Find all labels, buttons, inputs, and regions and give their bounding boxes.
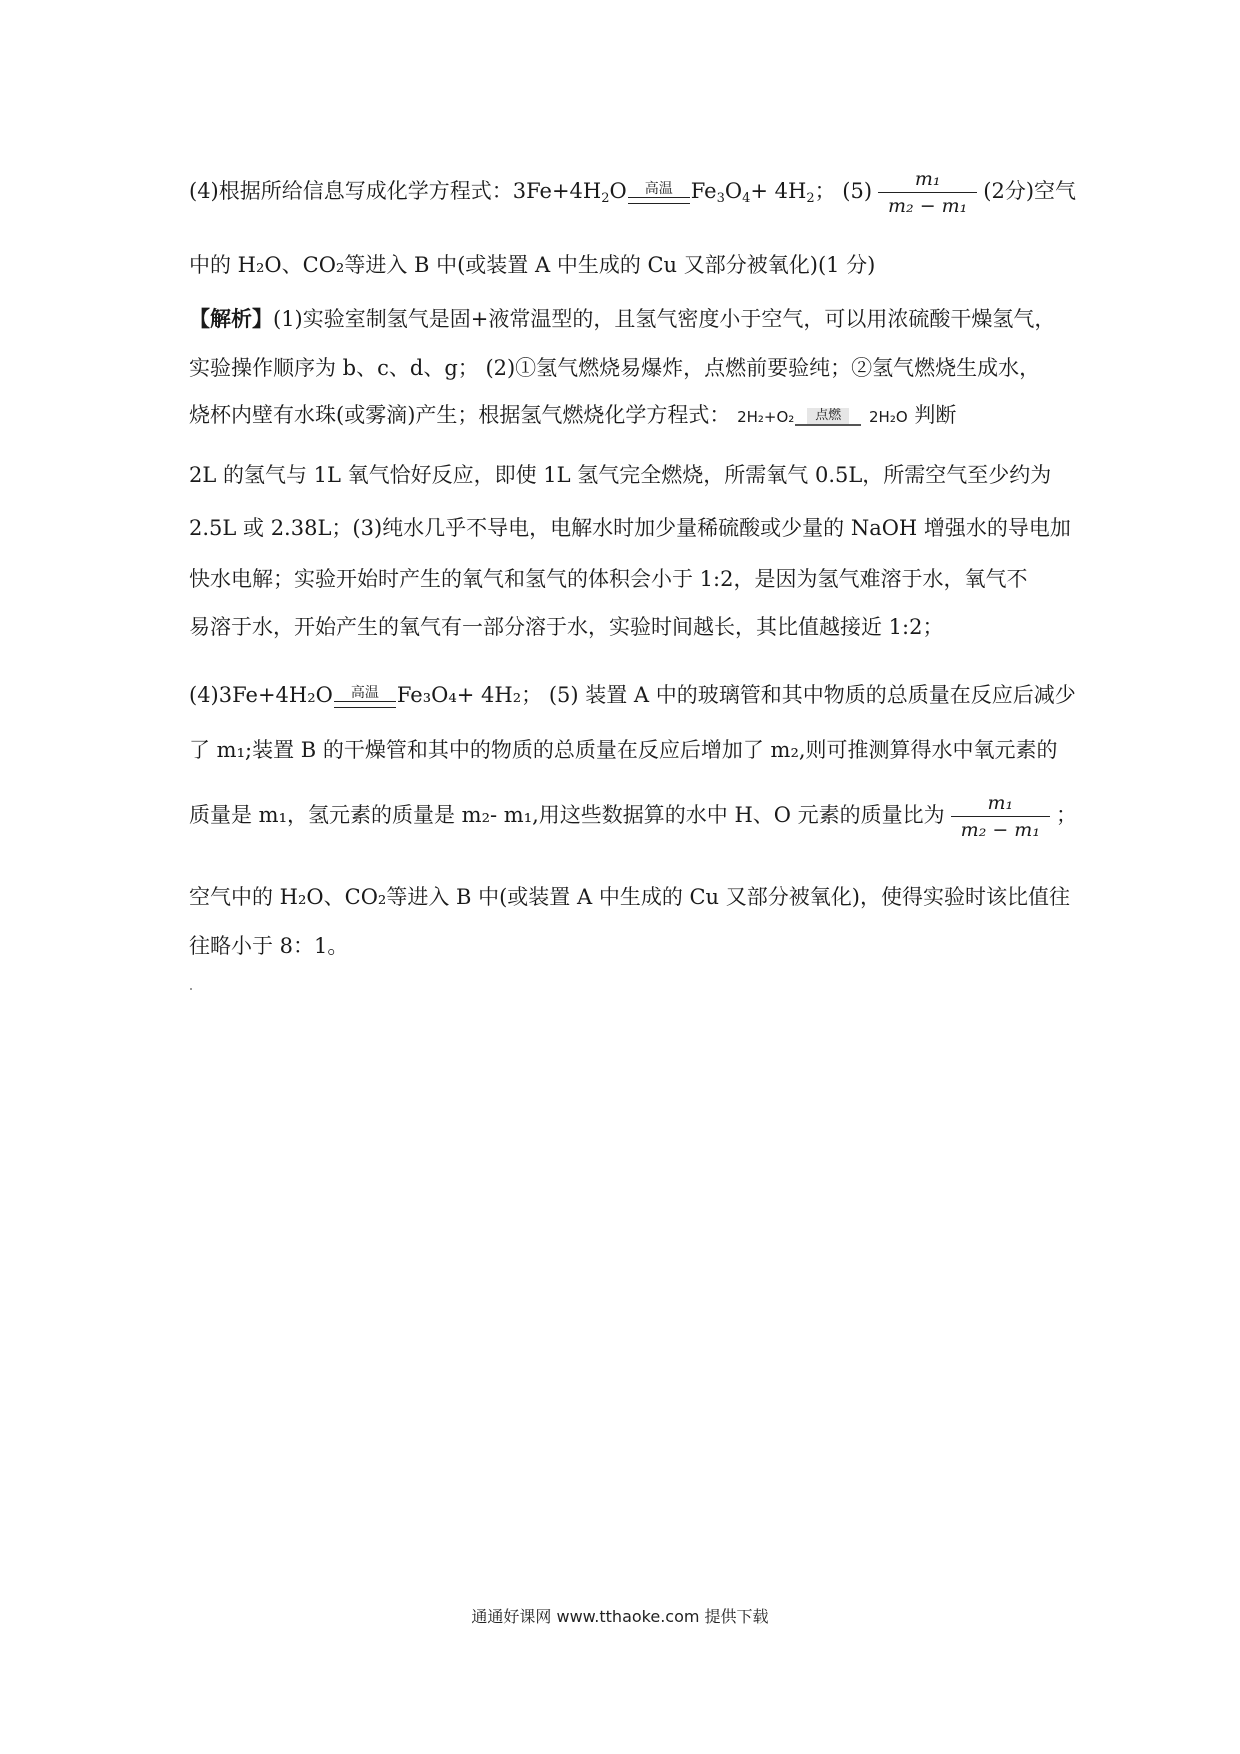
text-segment: Fe bbox=[690, 179, 717, 203]
subscript: 2 bbox=[601, 191, 610, 206]
fraction-denominator: m₂ − m₁ bbox=[960, 819, 1040, 841]
analysis-heading: 【解析】 bbox=[189, 307, 273, 331]
reaction-condition: 高温 bbox=[644, 181, 673, 197]
text-segment: 烧杯内壁有水珠(或雾滴)产生；根据氢气燃烧化学方程式： bbox=[189, 403, 731, 427]
text-segment: ； bbox=[1055, 803, 1077, 827]
reaction-condition: 高温 bbox=[350, 685, 379, 701]
text-segment: 质量是 m₁，氢元素的质量是 m₂- m₁,用这些数据算的水中 H、O 元素的质量比为 bbox=[189, 803, 945, 827]
analysis-line-1 bbox=[189, 304, 1059, 334]
analysis-line-10 bbox=[189, 792, 1077, 841]
mass-ratio-fraction bbox=[951, 792, 1050, 841]
reaction-arrow-high-temp bbox=[628, 181, 690, 204]
text-segment: O bbox=[609, 179, 627, 203]
scan-speck bbox=[190, 988, 192, 990]
text-segment: (2分)空气 bbox=[983, 179, 1077, 203]
fraction-numerator: m₁ bbox=[914, 168, 941, 190]
text-segment: (4)根据所给信息写成化学方程式：3Fe+4H bbox=[189, 179, 602, 203]
analysis-line-7: 易溶于水，开始产生的氧气有一部分溶于水，实验时间越长，其比值越接近 1:2； bbox=[189, 615, 944, 639]
fraction-numerator: m₁ bbox=[987, 792, 1014, 814]
analysis-line-11: 空气中的 H₂O、CO₂等进入 B 中(或装置 A 中生成的 Cu 又部分被氧化)，使得实验时该比值往 bbox=[189, 885, 1070, 909]
answer-line-2: 中的 H₂O、CO₂等进入 B 中(或装置 A 中生成的 Cu 又部分被氧化)(1 分) bbox=[189, 253, 876, 277]
text-segment: Fe₃O₄+ 4H₂； (5) 装置 A 中的玻璃管和其中物质的总质量在反应后减少 bbox=[396, 683, 1076, 707]
fraction-denominator: m₂ − m₁ bbox=[888, 195, 968, 217]
analysis-line-12: 往略小于 8：1。 bbox=[189, 934, 349, 958]
equation-left: 2H₂+O₂ bbox=[737, 408, 795, 426]
text-segment: 判断 bbox=[914, 403, 957, 427]
analysis-line-2: 实验操作顺序为 b、c、d、g； (2)①氢气燃烧易爆炸，点燃前要验纯；②氢气燃烧生成水， bbox=[189, 356, 1041, 380]
answer-line-4-5 bbox=[189, 168, 1077, 217]
analysis-line-5: 2.5L 或 2.38L；(3)纯水几乎不导电，电解水时加少量稀硫酸或少量的 NaOH 增强水的导电加 bbox=[189, 516, 1071, 540]
subscript: 2 bbox=[806, 191, 815, 206]
subscript: 4 bbox=[742, 191, 751, 206]
text-segment: O bbox=[724, 179, 743, 203]
text-segment: (4)3Fe+4H₂O bbox=[189, 683, 333, 707]
text-segment: (1)实验室制氢气是固+液常温型的，且氢气密度小于空气，可以用浓硫酸干燥氢气， bbox=[273, 307, 1056, 331]
double-bond-sign bbox=[628, 197, 690, 204]
analysis-line-8 bbox=[189, 680, 1076, 710]
footer-watermark: 通通好课网 www.tthaoke.com 提供下载 bbox=[471, 1607, 769, 1626]
mass-ratio-fraction bbox=[878, 168, 977, 217]
text-segment: + 4H bbox=[750, 179, 807, 203]
equation-right: 2H₂O bbox=[869, 408, 908, 426]
text-segment: ； (5) bbox=[814, 179, 873, 203]
double-bond-sign bbox=[334, 701, 396, 708]
reaction-arrow-ignite bbox=[795, 408, 861, 426]
reaction-line bbox=[795, 424, 861, 426]
analysis-line-9: 了 m₁;装置 B 的干燥管和其中的物质的总质量在反应后增加了 m₂,则可推测算得水中氧元素的 bbox=[189, 738, 1058, 762]
analysis-line-6: 快水电解；实验开始时产生的氧气和氢气的体积会小于 1:2，是因为氢气难溶于水，氧气不 bbox=[189, 567, 1028, 591]
reaction-arrow-high-temp bbox=[334, 685, 396, 708]
analysis-line-4: 2L 的氢气与 1L 氧气恰好反应，即使 1L 氢气完全燃烧，所需氧气 0.5L，所需空气至少约为 bbox=[189, 463, 1052, 487]
analysis-line-3 bbox=[189, 400, 1059, 432]
reaction-condition: 点燃 bbox=[807, 408, 849, 424]
subscript: 3 bbox=[716, 191, 725, 206]
